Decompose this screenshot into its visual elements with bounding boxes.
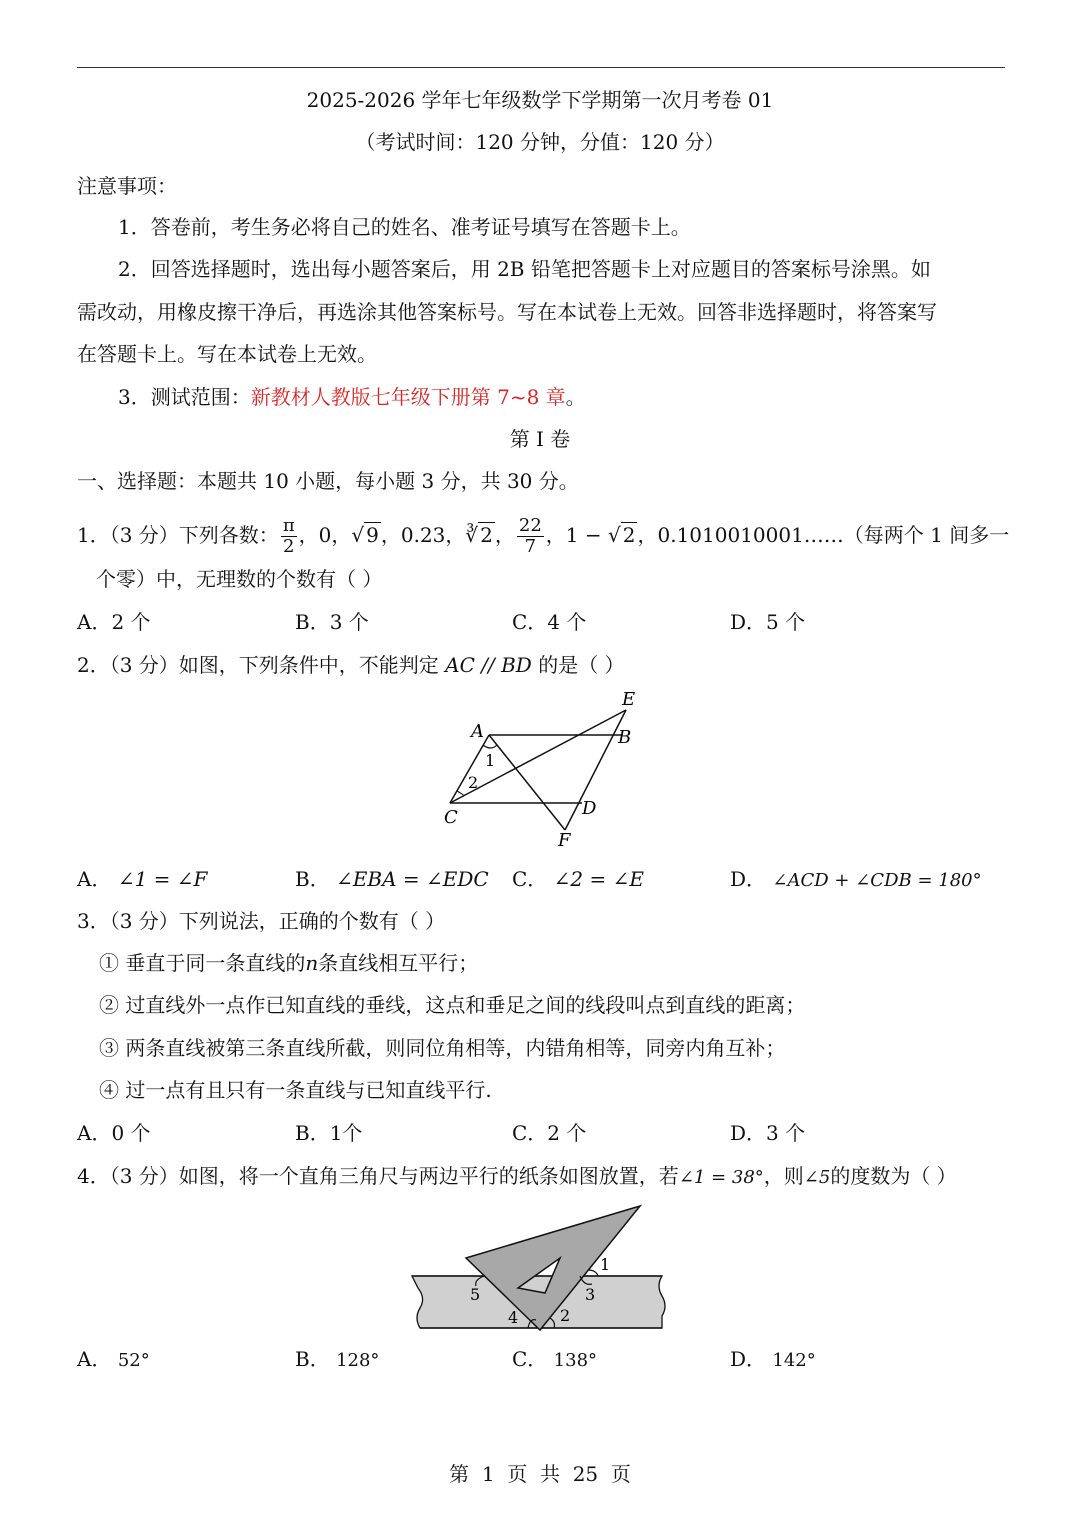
test-scope: 新教材人教版七年级下册第 7~8 章 (250, 385, 566, 409)
note-item-2-line-2: 需改动，用橡皮擦干净后，再选涂其他答案标号。写在本试卷上无效。回答非选择题时，将答案写 (77, 300, 937, 324)
q3-s1-var: n (305, 951, 319, 975)
section-1-heading: 一、选择题：本题共 10 小题，每小题 3 分，共 30 分。 (77, 469, 579, 493)
q3-option-d[interactable]: D．3 个 (730, 1121, 806, 1145)
q2-label-a: A (471, 721, 484, 742)
q4-option-a[interactable] (77, 1345, 150, 1375)
q3-statement-4: ④ 过一点有且只有一条直线与已知直线平行. (99, 1078, 492, 1102)
notes-heading: 注意事项： (77, 174, 177, 198)
q1-option-b[interactable]: B．3 个 (295, 610, 369, 634)
q3-s1-prefix: ① 垂直于同一条直线的 (99, 951, 306, 975)
q1-stem (77, 516, 1009, 557)
q3-stem: 3．（3 分）下列说法，正确的个数有（ ） (77, 909, 446, 933)
q1-frac-den: 7 (524, 536, 537, 557)
q2-stem-prefix: 2．（3 分）如图，下列条件中，不能判定 (77, 653, 446, 677)
note-item-3-prefix: 3．测试范围： (118, 385, 251, 409)
q1-pi-num: π (282, 515, 295, 536)
q2-option-d[interactable] (730, 865, 982, 895)
q4-option-b[interactable] (295, 1345, 379, 1375)
q2-option-d-math: ∠ACD + ∠CDB = 180° (772, 870, 982, 891)
q1-option-a[interactable]: A．2 个 (77, 610, 151, 634)
header-rule (77, 67, 1005, 68)
q4-option-c-math: 138° (553, 1350, 598, 1371)
q4-option-a-math: 52° (117, 1350, 150, 1371)
q2-option-b[interactable] (295, 865, 489, 893)
q2-label-angle-2: 2 (468, 773, 479, 792)
q4-option-c-letter: C． (512, 1347, 548, 1371)
q2-option-b-letter: B． (295, 867, 330, 891)
note-item-2-line-3: 在答题卡上。写在本试卷上无效。 (77, 342, 377, 366)
q3-s1-suffix: 条直线相互平行； (318, 951, 479, 975)
q1-sep-2: ，0.23， (380, 523, 466, 547)
q1-stem-line-2: 个零）中，无理数的个数有（ ） (96, 567, 383, 591)
q2-label-c: C (444, 807, 458, 828)
q2-stem-math: AC // BD (445, 653, 532, 677)
q2-option-c-letter: C． (512, 867, 548, 891)
q3-statement-1 (99, 949, 478, 977)
q4-angle-1-arc (588, 1270, 598, 1276)
q2-option-a[interactable] (77, 865, 207, 893)
note-item-2-line-1: 2．回答选择题时，选出每小题答案后，用 2B 铅笔把答题卡上对应题目的答案标号涂黑。如 (118, 257, 931, 281)
q3-option-a[interactable]: A．0 个 (77, 1121, 151, 1145)
q2-angle-2-arc (457, 791, 464, 796)
q4-stem (77, 1162, 957, 1192)
q2-option-d-letter: D． (730, 867, 767, 891)
q4-stem-suffix: 的度数为（ ） (830, 1164, 957, 1188)
q1-frac-num: 22 (518, 515, 542, 536)
q1-sep-4: ， (545, 523, 566, 547)
exam-title: 2025-2026 学年七年级数学下学期第一次月考卷 01 (306, 88, 774, 112)
q4-label-5: 5 (470, 1285, 481, 1304)
q1-sqrt9-radicand: 9 (366, 523, 379, 547)
q4-label-4: 4 (508, 1308, 519, 1327)
q4-label-2: 2 (560, 1306, 571, 1325)
q1-option-c[interactable]: C．4 个 (512, 610, 587, 634)
q4-option-d-math: 142° (772, 1350, 816, 1371)
q3-option-c[interactable]: C．2 个 (512, 1121, 587, 1145)
q4-option-b-letter: B． (295, 1347, 330, 1371)
q1-suffix: ，0.1010010001……（每两个 1 间多一 (637, 523, 1010, 547)
q4-stem-prefix: 4．（3 分）如图，将一个直角三角尺与两边平行的纸条如图放置，若 (77, 1164, 679, 1188)
q2-stem (77, 651, 625, 679)
q2-stem-suffix: 的是（ ） (531, 653, 625, 677)
q1-sep-3: ， (494, 523, 515, 547)
q4-option-b-math: 128° (336, 1350, 380, 1371)
q2-option-b-math: ∠EBA = ∠EDC (336, 867, 489, 891)
q4-option-a-letter: A． (77, 1347, 112, 1371)
q3-statement-3: ③ 两条直线被第三条直线所截，则同位角相等，内错角相等，同旁内角互补； (99, 1036, 786, 1060)
q2-label-f: F (558, 830, 571, 851)
q1-one-minus-radicand: 2 (622, 523, 636, 547)
note-item-3 (118, 383, 586, 411)
q2-option-a-math: ∠1 = ∠F (117, 867, 208, 891)
q4-stem-mid: ，则 (763, 1164, 804, 1188)
exam-subtitle: （考试时间：120 分钟，分值：120 分） (355, 130, 725, 154)
q2-label-d: D (582, 798, 597, 819)
q1-sep-1: ，0， (298, 523, 352, 547)
volume-title: 第 I 卷 (509, 427, 571, 451)
q4-label-3: 3 (585, 1285, 596, 1304)
q1-sqrt9-sign: √ (351, 523, 365, 547)
q2-line-af (489, 735, 565, 830)
q2-option-c-math: ∠2 = ∠E (553, 867, 644, 891)
q2-option-a-letter: A． (77, 867, 112, 891)
q1-one-minus: 1 − √ (565, 523, 621, 547)
q2-label-b: B (618, 727, 632, 748)
q1-pi-den: 2 (283, 536, 295, 557)
q1-option-d[interactable]: D．5 个 (730, 610, 806, 634)
q2-label-angle-1: 1 (485, 751, 496, 770)
q3-option-b[interactable]: B．1个 (295, 1121, 363, 1145)
q4-option-d-letter: D． (730, 1347, 767, 1371)
q4-figure (400, 1198, 675, 1333)
q1-cbrt-radicand: 2 (480, 523, 493, 547)
q1-prefix: 1．（3 分）下列各数： (77, 523, 279, 547)
page-footer: 第 1 页 共 25 页 (449, 1462, 631, 1486)
q2-angle-1-arc (483, 745, 497, 748)
q1-frac-22-7 (517, 516, 544, 557)
q4-option-c[interactable] (512, 1345, 597, 1375)
note-item-1: 1．答卷前，考生务必将自己的姓名、准考证号填写在答题卡上。 (118, 215, 691, 239)
q2-label-e: E (622, 689, 636, 710)
q4-stem-math-2: ∠5 (803, 1167, 831, 1188)
q2-option-c[interactable] (512, 865, 644, 893)
q1-cbrt-sign: ∛ (465, 523, 479, 547)
q4-label-1: 1 (600, 1255, 611, 1274)
q3-statement-2: ② 过直线外一点作已知直线的垂线，这点和垂足之间的线段叫点到直线的距离； (99, 993, 806, 1017)
q2-figure (430, 685, 660, 855)
q1-frac-pi (281, 516, 297, 557)
q4-option-d[interactable] (730, 1345, 816, 1375)
q4-stem-math: ∠1 = 38° (678, 1167, 764, 1188)
note-item-3-suffix: 。 (565, 385, 586, 409)
